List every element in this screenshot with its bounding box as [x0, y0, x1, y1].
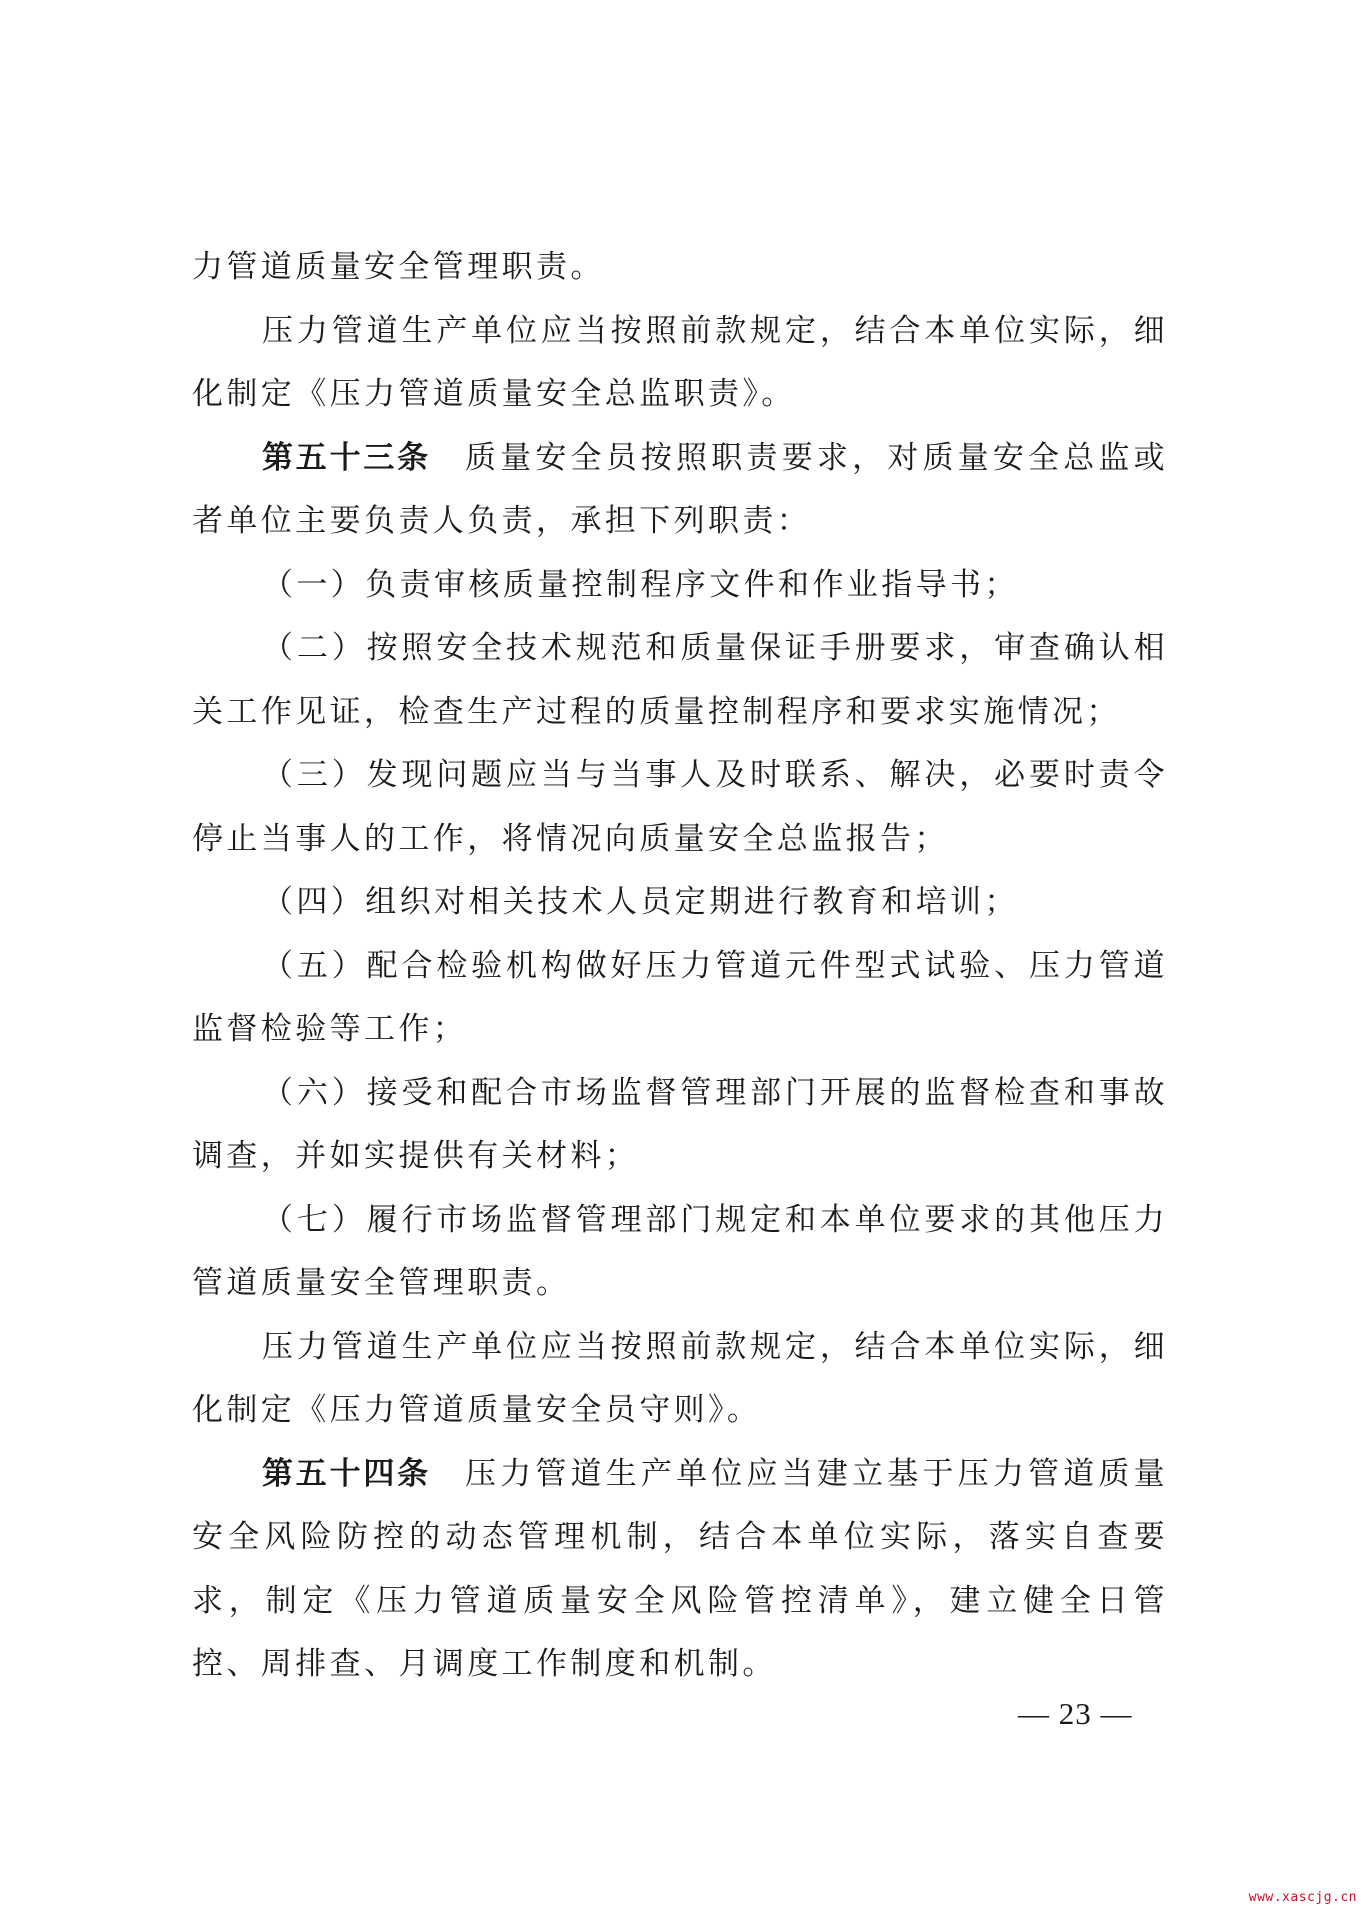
paragraph-text: 压力管道生产单位应当按照前款规定，结合本单位实际，细化制定《压力管道质量安全总监职责》。	[192, 312, 1168, 412]
paragraph-text: （三）发现问题应当与当事人及时联系、解决，必要时责令停止当事人的工作，将情况向质量安全总监报告；	[192, 757, 1168, 857]
paragraph-text: 力管道质量安全管理职责。	[192, 249, 605, 285]
paragraph-text: （七）履行市场监督管理部门规定和本单位要求的其他压力管道质量安全管理职责。	[192, 1201, 1168, 1301]
paragraph-text: （二）按照安全技术规范和质量保证手册要求，审查确认相关工作见证，检查生产过程的质量控制程序和要求实施情况；	[192, 630, 1168, 730]
list-item-7	[192, 1189, 1168, 1316]
list-item-4	[192, 871, 1168, 935]
paragraph-11	[192, 1316, 1168, 1443]
paragraph-text: （一）负责审核质量控制程序文件和作业指导书；	[262, 566, 1019, 603]
paragraph-text: （六）接受和配合市场监督管理部门开展的监督检查和事故调查，并如实提供有关材料；	[192, 1074, 1168, 1174]
list-item-6	[192, 1062, 1168, 1189]
list-item-3	[192, 744, 1168, 871]
paragraph-2	[192, 300, 1168, 427]
paragraph-1	[192, 236, 1168, 300]
article-54	[192, 1443, 1168, 1697]
paragraph-text: 压力管道生产单位应当建立基于压力管道质量安全风险防控的动态管理机制，结合本单位实际，落实自查要求，制定《压力管道质量安全风险管控清单》，建立健全日管控、周排查、月调度工作制度和机制。	[192, 1455, 1169, 1682]
list-item-5	[192, 935, 1168, 1062]
list-item-2	[192, 617, 1168, 744]
site-watermark: www.xascjg.cn	[1248, 1890, 1357, 1905]
paragraph-text: （四）组织对相关技术人员定期进行教育和培训；	[262, 884, 1019, 920]
article-53	[192, 427, 1168, 554]
article-title: 第五十四条	[262, 1455, 431, 1492]
article-title: 第五十三条	[262, 439, 431, 476]
paragraph-text: 压力管道生产单位应当按照前款规定，结合本单位实际，细化制定《压力管道质量安全员守则》。	[192, 1328, 1168, 1428]
list-item-1	[192, 554, 1168, 618]
document-body	[192, 236, 1168, 1697]
page-number: — 23 —	[1018, 1696, 1133, 1731]
paragraph-text: （五）配合检验机构做好压力管道元件型式试验、压力管道监督检验等工作；	[192, 947, 1168, 1047]
paragraph-text: 质量安全员按照职责要求，对质量安全总监或者单位主要负责人负责，承担下列职责：	[192, 439, 1169, 539]
